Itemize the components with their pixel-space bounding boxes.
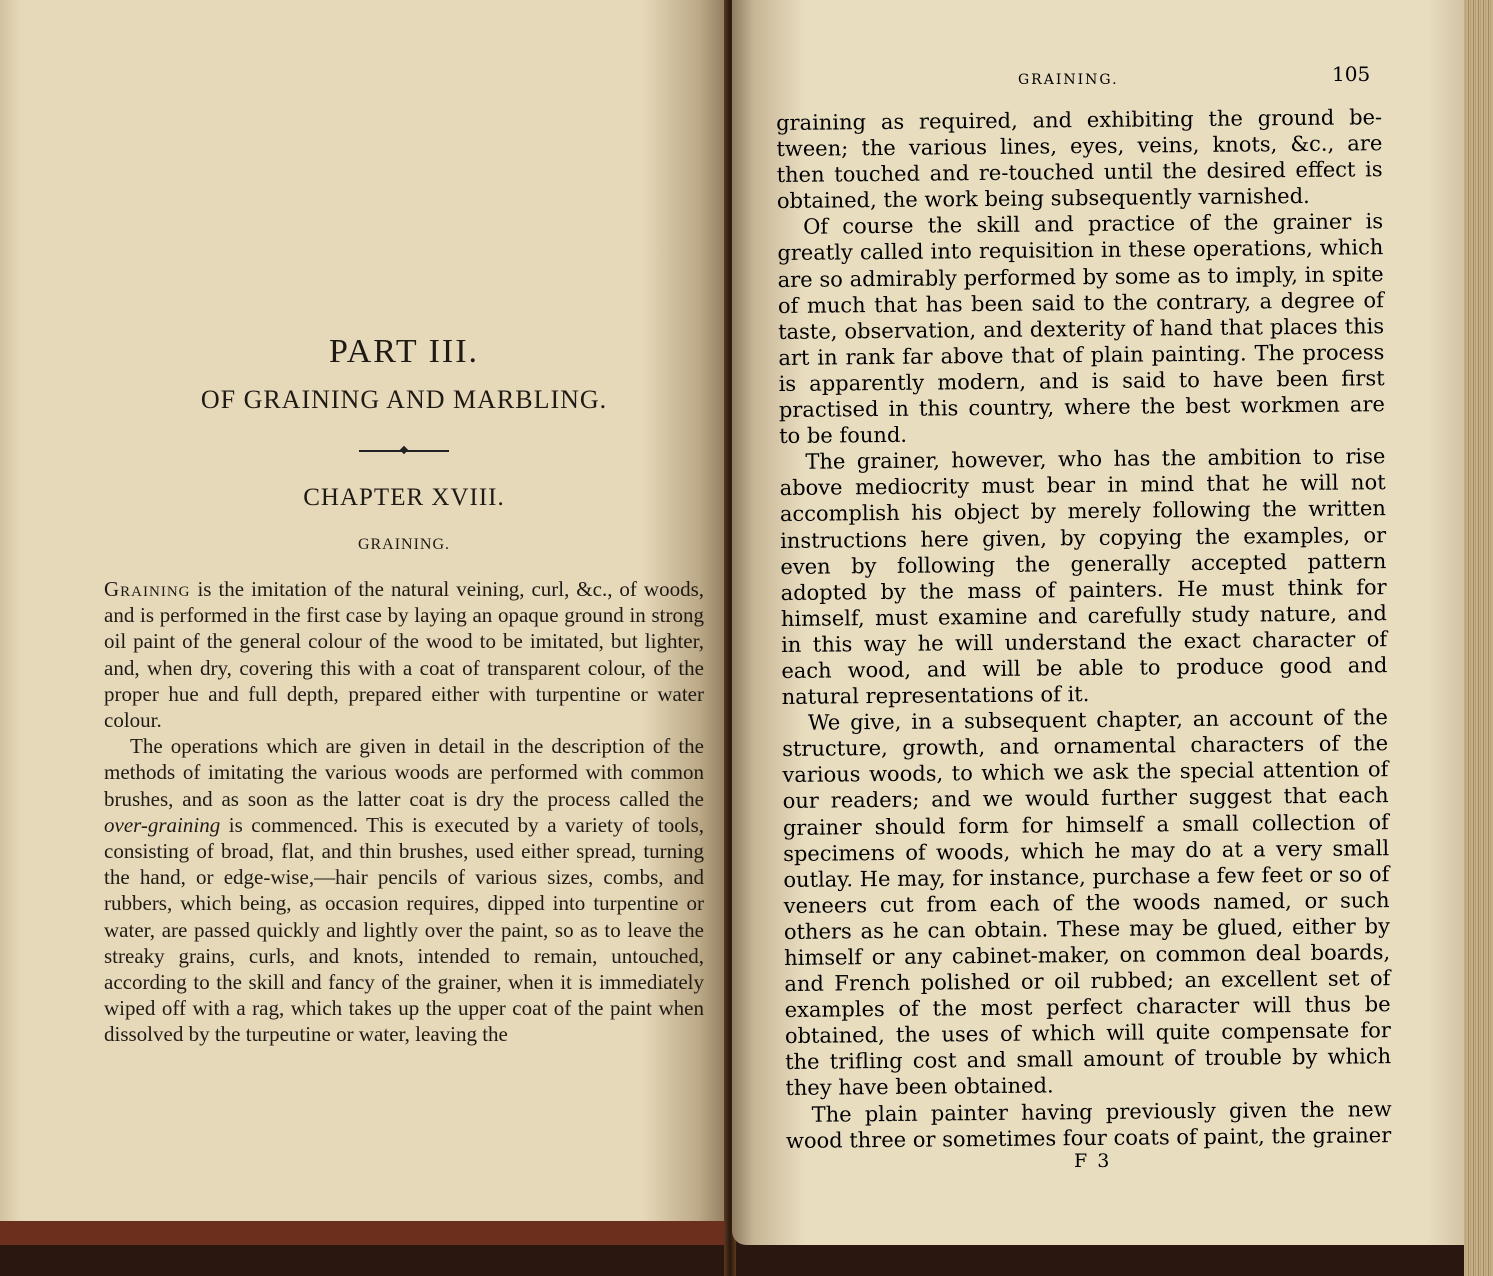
paragraph: [104, 733, 704, 1047]
paragraph-text: The operations which are given in detail in the description of the methods of imitating the various woods are performed with common brushes, and as soon as the latter coat is dry the process called the: [104, 734, 704, 811]
paragraph-lead: Graining: [104, 577, 191, 601]
chapter-heading: GRAINING.: [357, 536, 451, 553]
paragraph: The grainer, however, who has the ambition to rise above mediocrity must bear in mind that he will not accomplish his object by merely following the written instructions here given, by copying the examples, or even by following the generally accepted pattern adopted by the mass of painters. He must think for himself, must examine and carefully study nature, and in this way he will understand the exact character of each wood, and will be able to produce good and natural representations of it.: [779, 444, 1388, 710]
paragraph: graining as required, and exhibiting the ground be-tween; the various lines, eyes, veins, knots, &c., are then touched and re-touched until the desired effect is obtained, the work being subsequently varnished.: [776, 105, 1383, 214]
right-body-text: [776, 104, 1392, 1154]
chapter-title: CHAPTER XVIII.: [303, 484, 505, 511]
page-edges: [1464, 0, 1493, 1276]
left-page: [0, 0, 728, 1245]
part-subtitle: OF GRAINING AND MARBLING.: [200, 385, 608, 414]
paragraph: Of course the skill and practice of the grainer is greatly called into requisition in these operations, which are so admirably performed by some as to imply, in spite of much that has been said to the contrary, a degree of taste, observation, and dexterity of hand that places this art in rank far above that of plain painting. The process is apparently modern, and is said to have been first practised in this country, where the best workmen are to be found.: [777, 209, 1385, 449]
running-head: GRAINING.: [1018, 72, 1119, 88]
page-number: 105: [1332, 62, 1371, 86]
paragraph-text: is the imitation of the natural veining, curl, &c., of woods, and is performed in the first case by laying an opaque ground in strong oil paint of the general colour of the wood to be imitated, but lighter, and, when dry, covering this with a coat of transparent colour, of the proper hue and full depth, prepared either with turpentine or water colour.: [104, 577, 704, 733]
ornament-rule: [359, 450, 449, 452]
left-body-text: [104, 576, 704, 1048]
emphasis-term: over-graining: [104, 812, 221, 837]
paragraph: We give, in a subsequent chapter, an account of the structure, growth, and ornamental characters of the various woods, to which we ask the special attention of our readers; and we would further suggest that each grainer should form for himself a small collection of specimens of woods, which he may do at a very small outlay. He may, for instance, purchase a few feet or so of veneers cut from each of the woods named, or such others as he can obtain. These may be glued, either by himself or any cabinet-maker, on common deal boards, and French polished or oil rubbed; an excellent set of examples of the most perfect character will thus be obtained, the uses of which will quite compensate for the trifling cost and small amount of trouble by which they have been obtained.: [782, 705, 1392, 1101]
paragraph: The plain painter having previously given the new wood three or sometimes four coats of paint, the grainer: [785, 1096, 1392, 1153]
paragraph: [104, 576, 704, 733]
paragraph-text: is commenced. This is executed by a variety of tools, consisting of broad, flat, and thin brushes, used either spread, turning the hand, or edge-wise,—hair pencils of various sizes, combs, and rubbers, which being, as occasion requires, dipped into turpentine or water, are passed quickly and lightly over the paint, so as to leave the streaky grains, curls, and knots, intended to remain, untouched, according to the skill and fancy of the grainer, when it is immediately wiped off with a rag, which takes up the upper coat of the paint when dissolved by the turpeutine or water, leaving the: [104, 812, 704, 1047]
signature-mark: F 3: [1074, 1150, 1112, 1172]
part-title: PART III.: [328, 333, 480, 370]
